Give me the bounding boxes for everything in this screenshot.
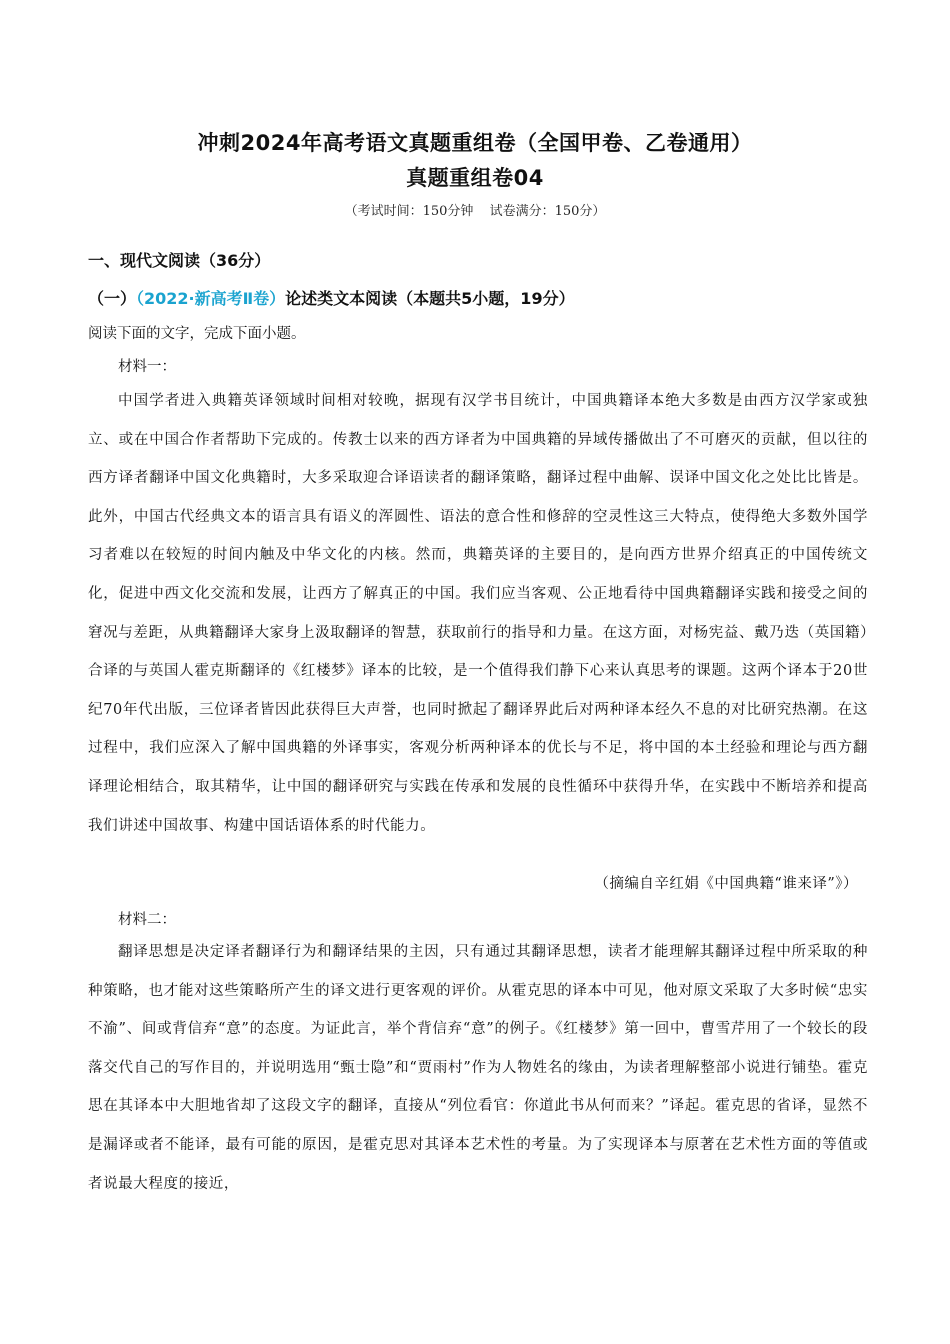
material-one-citation: （摘编自辛红娟《中国典籍“谁来译”》） — [594, 876, 858, 892]
exam-time: （考试时间：150分钟 — [344, 204, 474, 219]
instruction: 阅读下面的文字，完成下面小题。 — [88, 326, 306, 342]
full-score: 试卷满分：150分） — [489, 204, 606, 219]
page-title: 冲刺2024年高考语文真题重组卷（全国甲卷、乙卷通用） — [197, 131, 753, 155]
section-heading: 一、现代文阅读（36分） — [88, 251, 271, 270]
material-two-label: 材料二： — [118, 912, 176, 928]
page-subtitle: 真题重组卷04 — [406, 166, 544, 190]
part-title: 论述类文本阅读（本题共5小题，19分） — [285, 289, 575, 308]
part-source: （2022·新高考Ⅱ卷） — [136, 289, 286, 308]
material-one-label: 材料一： — [118, 359, 176, 375]
exam-info — [0, 200, 950, 219]
material-two-text: 翻译思想是决定译者翻译行为和翻译结果的主因，只有通过其翻译思想，读者才能理解其翻译过程中所采取的种种策略，也才能对这些策略所产生的译文进行更客观的评价。从霍克思的译本中可见，他对原文采取了大多时候“忠实不渝”、间或背信弃“意”的态度。为证此言，举个背信弃“意”的例子。《红楼梦》第一回中，曹雪芹用了一个较长的段落交代自己的写作目的，并说明选用“甄士隐”和“贾雨村”作为人物姓名的缘由，为读者理解整部小说进行铺垫。霍克思在其译本中大胆地省却了这段文字的翻译，直接从“列位看官：你道此书从何而来？”译起。霍克思的省译，显然不是漏译或者不能译，最有可能的原因，是霍克思对其译本艺术性的考量。为了实现译本与原著在艺术性方面的等值或者说最大程度的接近， — [88, 944, 868, 1192]
part-prefix: （一） — [88, 289, 137, 308]
material-one-text: 中国学者进入典籍英译领域时间相对较晚，据现有汉学书目统计，中国典籍译本绝大多数是由西方汉学家或独立、或在中国合作者帮助下完成的。传教士以来的西方译者为中国典籍的异域传播做出了不可磨灭的贡献，但以往的西方译者翻译中国文化典籍时，大多采取迎合译语读者的翻译策略，翻译过程中曲解、误译中国文化之处比比皆是。此外，中国古代经典文本的语言具有语义的浑圆性、语法的意合性和修辞的空灵性这三大特点，使得绝大多数外国学习者难以在较短的时间内触及中华文化的内核。然而，典籍英译的主要目的，是向西方世界介绍真正的中国传统文化，促进中西文化交流和发展，让西方了解真正的中国。我们应当客观、公正地看待中国典籍翻译实践和接受之间的窘况与差距，从典籍翻译大家身上汲取翻译的智慧，获取前行的指导和力量。在这方面，对杨宪益、戴乃迭（英国籍）合译的与英国人霍克斯翻译的《红楼梦》译本的比较，是一个值得我们静下心来认真思考的课题。这两个译本于20世纪70年代出版，三位译者皆因此获得巨大声誉，也同时掀起了翻译界此后对两种译本经久不息的对比研究热潮。在这过程中，我们应深入了解中国典籍的外译事实，客观分析两种译本的优长与不足，将中国的本土经验和理论与西方翻译理论相结合，取其精华，让中国的翻译研究与实践在传承和发展的良性循环中获得升华，在实践中不断培养和提高我们讲述中国故事、构建中国话语体系的时代能力。 — [88, 393, 868, 834]
part-heading — [88, 286, 575, 309]
